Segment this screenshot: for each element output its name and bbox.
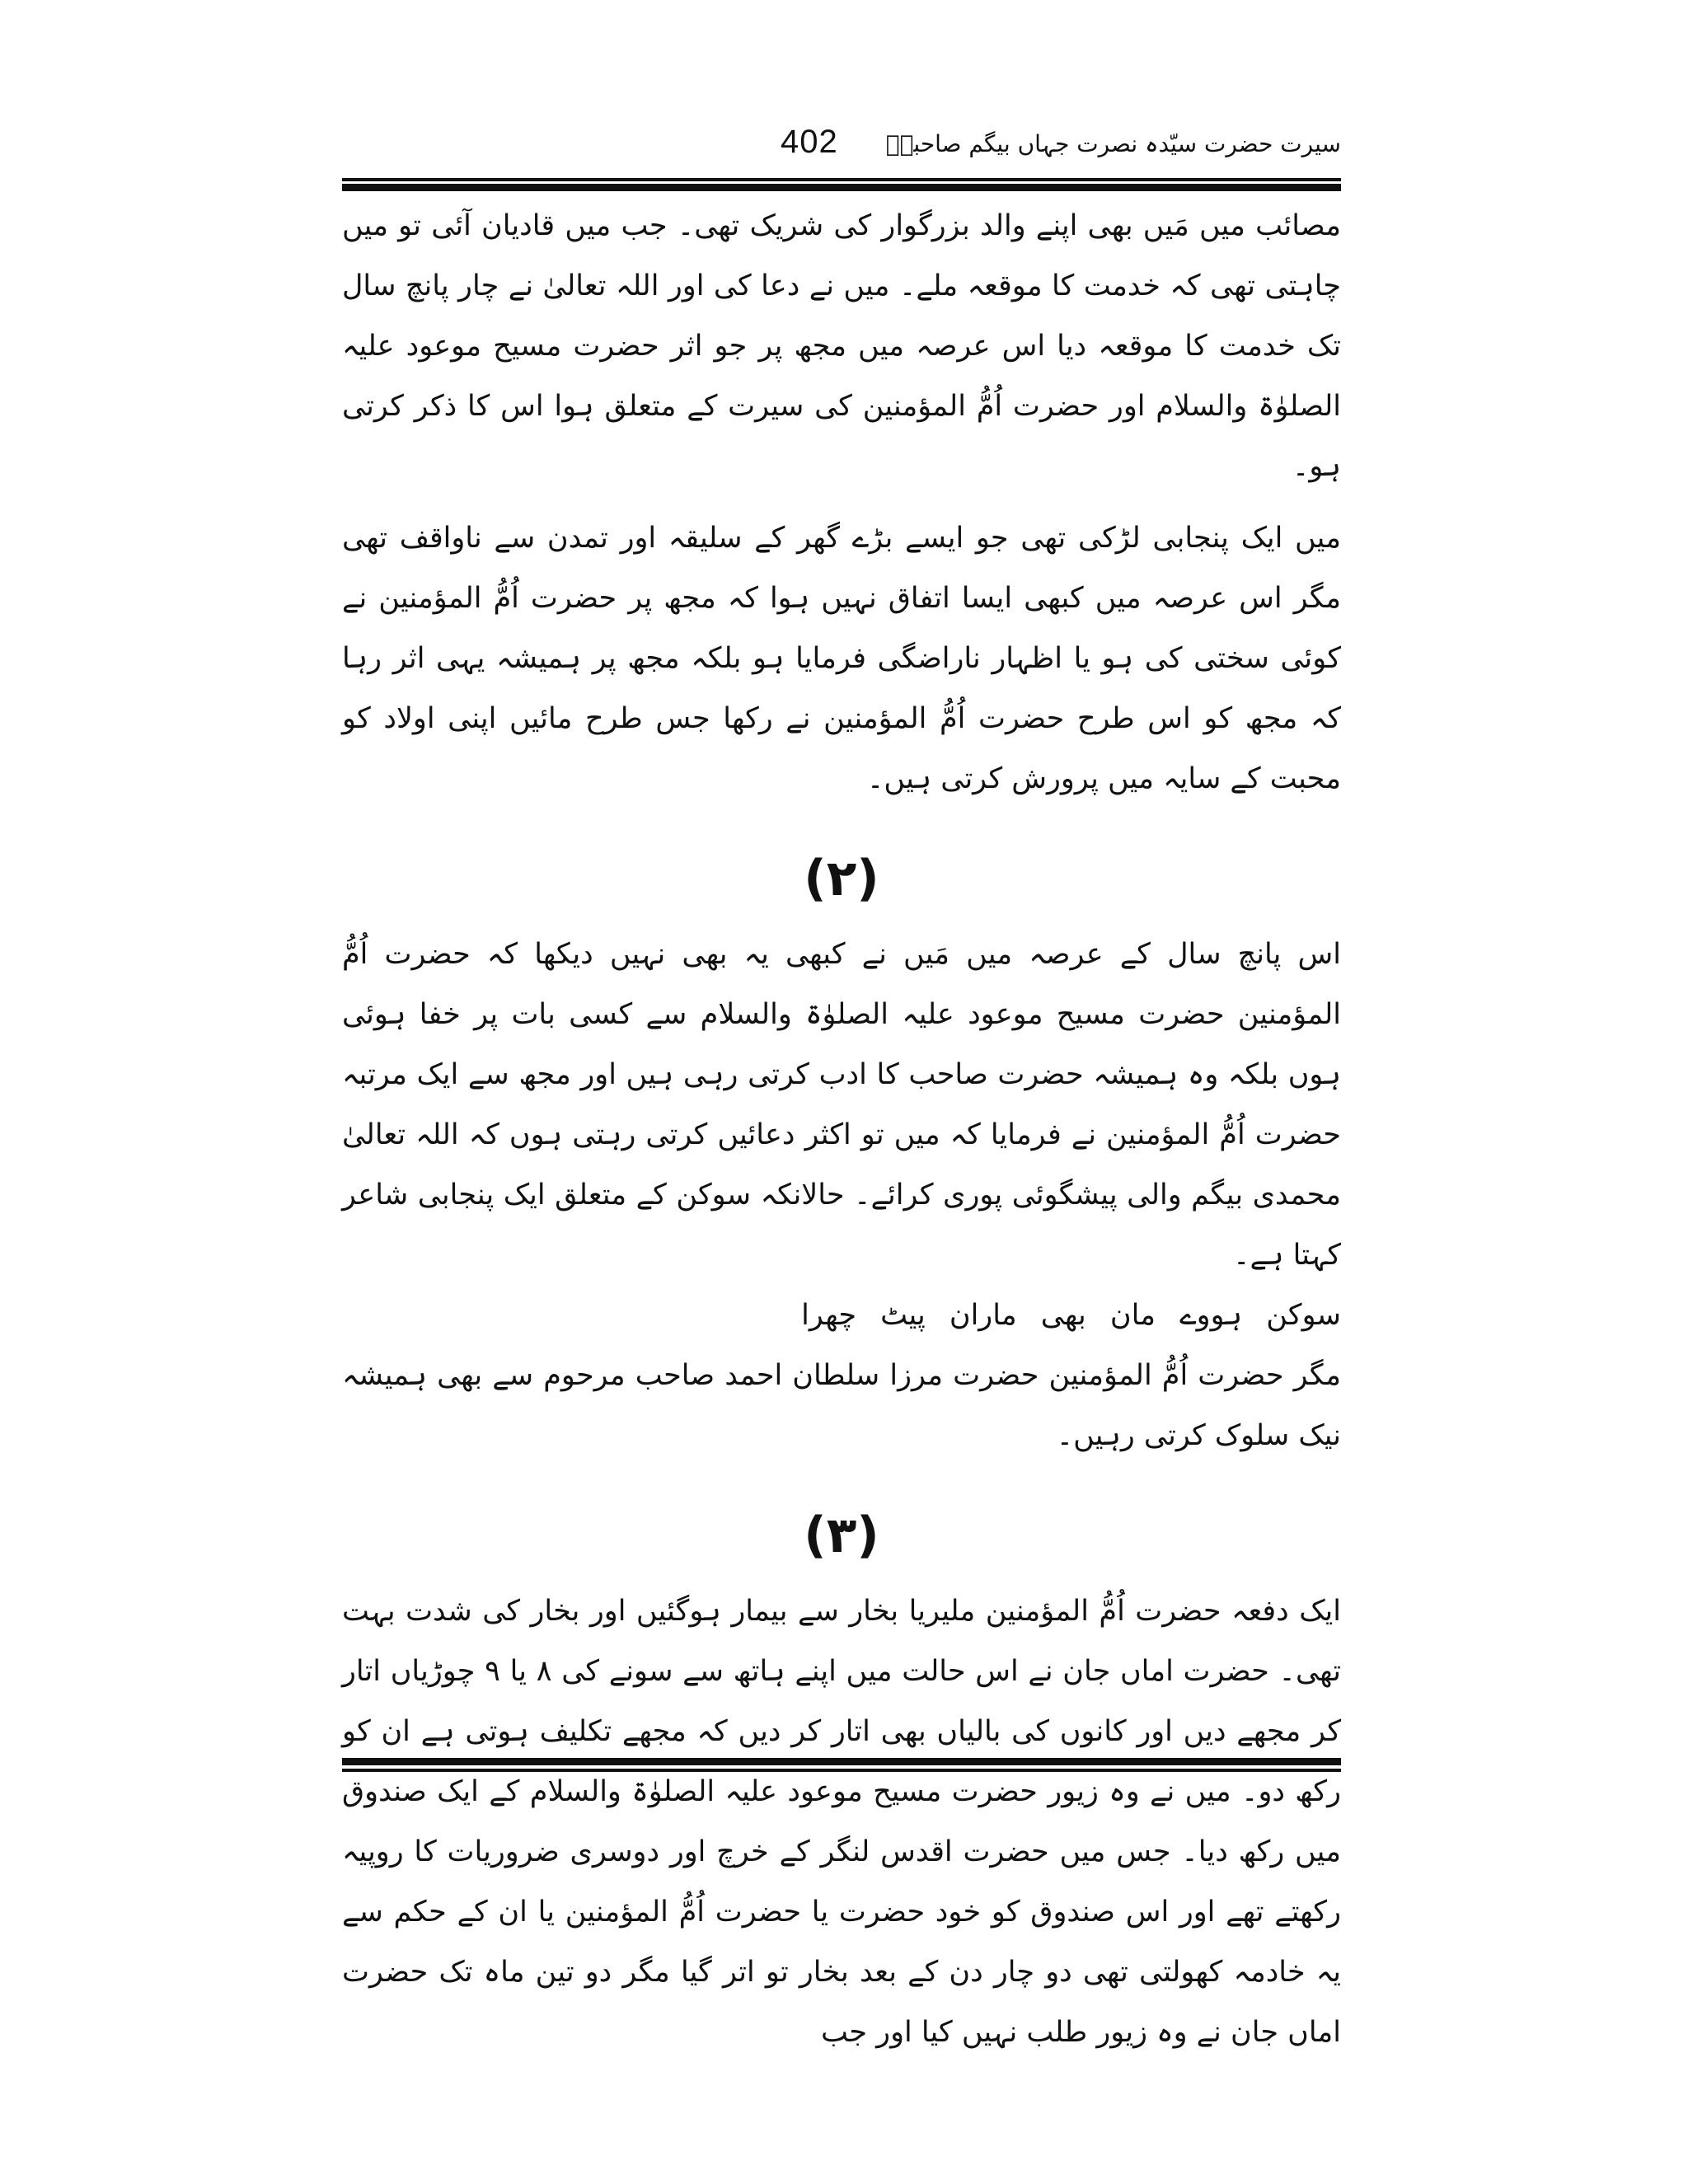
running-title: سیرت حضرت سیّدہ نصرت جہاں بیگم صاحبہؓ bbox=[885, 130, 1341, 157]
verse-line: سوکن ہووے مان بھی ماران پیٹ چھرا bbox=[801, 1299, 1341, 1332]
header-rule-thin bbox=[342, 178, 1341, 181]
footer-rule-thick bbox=[342, 1758, 1341, 1765]
section-heading-3: (۳) bbox=[804, 1507, 879, 1564]
paragraph-2: میں ایک پنجابی لڑکی تھی جو ایسے بڑے گھر کے سلیقہ اور تمدن سے ناواقف تھی مگر اس عرصہ میں کبھی ایسا اتفاق نہیں ہوا کہ مجھ پر حضرت اُمُّ المؤمنین نے کوئی سختی کی ہو یا اظہار ناراضگی فرمایا ہو بلکہ مجھ پر ہمیشہ یہی اثر رہا کہ مجھ کو اس طرح حضرت اُمُّ المؤمنین نے رکھا جس طرح مائیں اپنی اولاد کو محبت کے سایہ میں پرورش کرتی ہیں۔ bbox=[342, 522, 1341, 795]
header-rule-thick bbox=[342, 184, 1341, 191]
paragraph-5: ایک دفعہ حضرت اُمُّ المؤمنین ملیریا بخار سے بیمار ہوگئیں اور بخار کی شدت بہت تھی۔ حضرت اماں جان نے اس حالت میں اپنے ہاتھ سے سونے کی ۸ یا ۹ چوڑیاں اتار کر مجھے دیں اور کانوں کی بالیاں بھی اتار کر دیں کہ مجھے تکلیف ہوتی ہے ان کو رکھ دو۔ میں نے وہ زیور حضرت مسیح موعود علیہ الصلوٰۃ والسلام کے ایک صندوق میں رکھ دیا۔ جس میں حضرت اقدس لنگر کے خرچ اور دوسری ضروریات کا روپیہ رکھتے تھے اور اس صندوق کو خود حضرت یا حضرت اُمُّ المؤمنین یا ان کے حکم سے یہ خادمہ کھولتی تھی دو چار دن کے بعد بخار تو اتر گیا مگر دو تین ماہ تک حضرت اماں جان نے وہ زیور طلب نہیں کیا اور جب bbox=[342, 1595, 1341, 2049]
page-number: 402 bbox=[781, 124, 838, 160]
footer-rule-thin bbox=[342, 1769, 1341, 1772]
body-text bbox=[342, 196, 1341, 2063]
paragraph-1: مصائب میں مَیں بھی اپنے والد بزرگوار کی شریک تھی۔ جب میں قادیان آئی تو میں چاہتی تھی کہ خدمت کا موقعہ ملے۔ میں نے دعا کی اور اللہ تعالیٰ نے چار پانچ سال تک خدمت کا موقعہ دیا اس عرصہ میں مجھ پر جو اثر حضرت مسیح موعود علیہ الصلوٰۃ والسلام اور حضرت اُمُّ المؤمنین کی سیرت کے متعلق ہوا اس کا ذکر کرتی ہو۔ bbox=[342, 209, 1341, 483]
paragraph-4: مگر حضرت اُمُّ المؤمنین حضرت مرزا سلطان احمد صاحب مرحوم سے بھی ہمیشہ نیک سلوک کرتی رہیں۔ bbox=[342, 1359, 1341, 1452]
section-heading-2: (۲) bbox=[804, 850, 879, 907]
page-header bbox=[342, 124, 1341, 171]
paragraph-3: اس پانچ سال کے عرصہ میں مَیں نے کبھی یہ بھی نہیں دیکھا کہ حضرت اُمُّ المؤمنین حضرت مسیح موعود علیہ الصلوٰۃ والسلام سے کسی بات پر خفا ہوئی ہوں بلکہ وہ ہمیشہ حضرت صاحب کا ادب کرتی رہی ہیں اور مجھ سے ایک مرتبہ حضرت اُمُّ المؤمنین نے فرمایا کہ میں تو اکثر دعائیں کرتی رہتی ہوں کہ اللہ تعالیٰ محمدی بیگم والی پیشگوئی پوری کرائے۔ حالانکہ سوکن کے متعلق ایک پنجابی شاعر کہتا ہے۔ bbox=[342, 938, 1341, 1272]
